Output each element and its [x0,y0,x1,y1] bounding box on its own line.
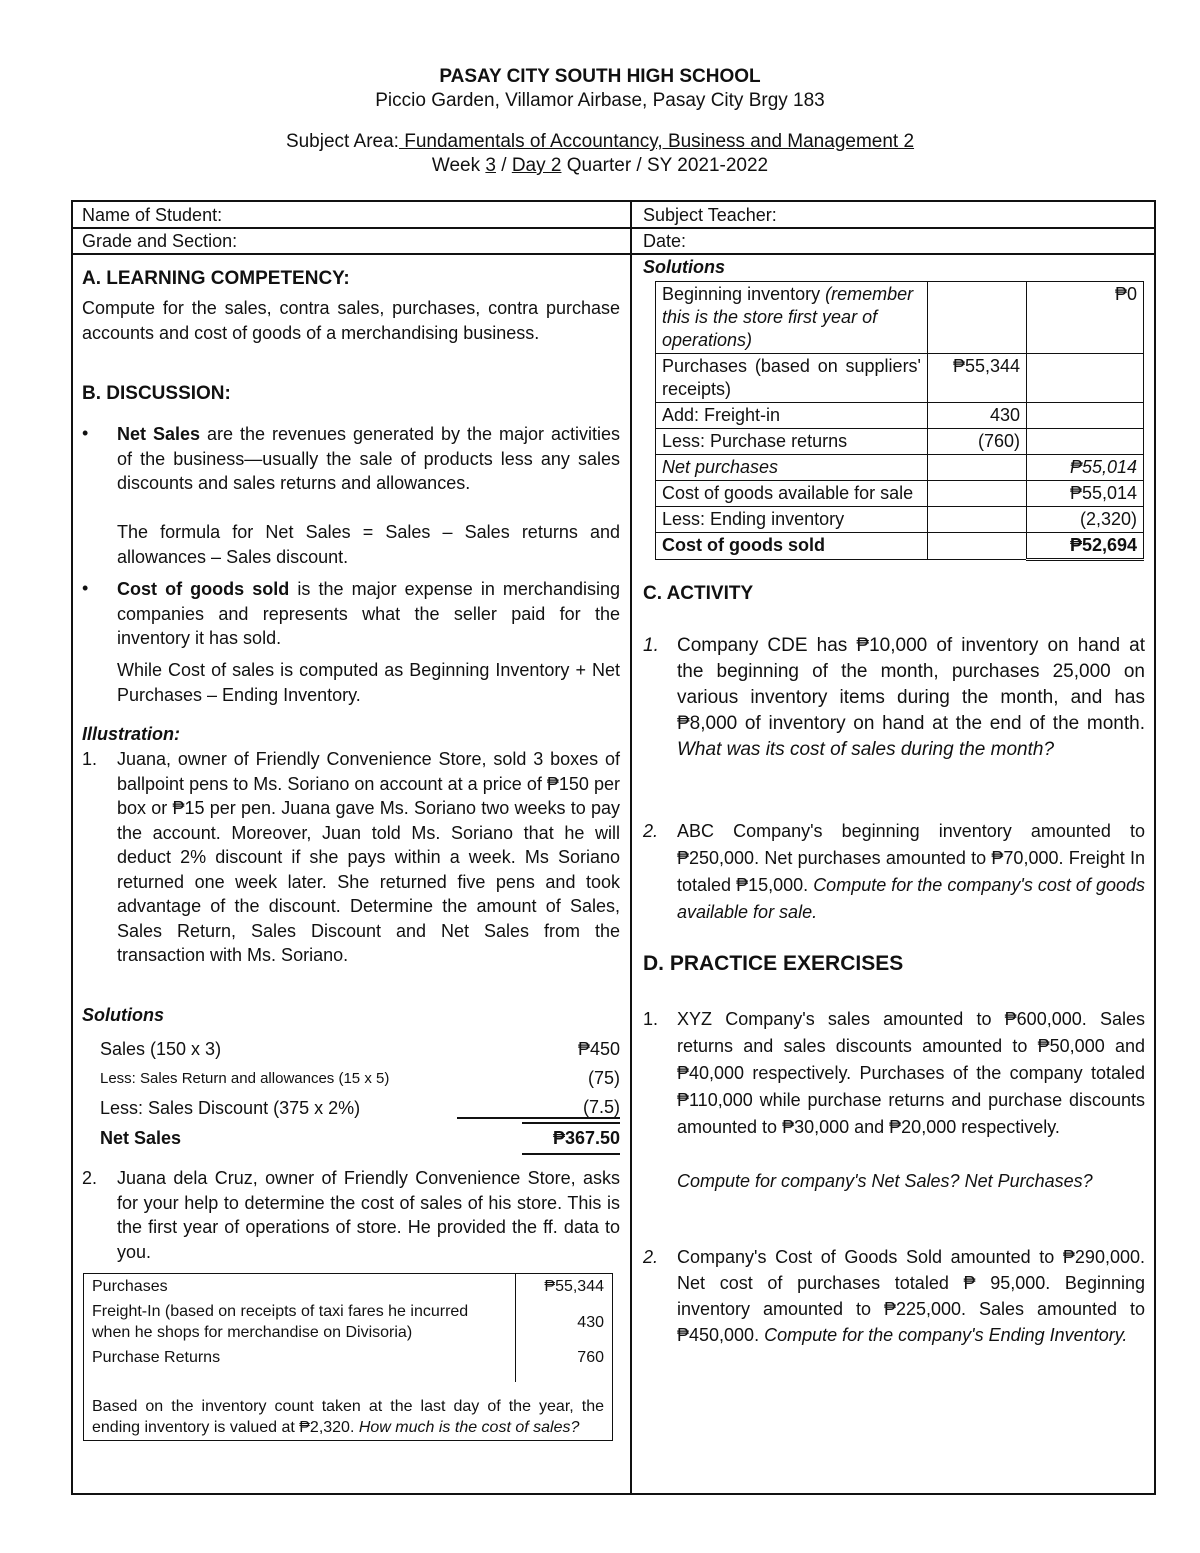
cogs-term: Cost of goods sold [117,579,290,599]
discussion-heading: B. DISCUSSION: [82,383,231,404]
subject-area [0,130,1200,153]
q1-body: Company CDE has ₱10,000 of inventory on hand at the beginning of the month, purchases 25,000 on various inventory items during the month, and has ₱8,000 of inventory on hand at the end of the month. [677,635,1145,734]
table-row [656,455,1144,481]
ending-inventory-value: (2,320) [1027,507,1144,533]
column-divider [630,200,632,1495]
q2-question: Compute for the company's cost of goods available for sale. [677,875,1145,922]
grade-section-field[interactable]: Grade and Section: [82,231,238,251]
practice-q2-body: Company's Cost of Goods Sold amounted to ₱290,000. Net cost of purchases totaled ₱ 95,000. Beginning inventory amounted to ₱225,000. Sales amounted to ₱450,000. [677,1247,1145,1345]
purchases-value: ₱55,344 [516,1274,613,1300]
table-row [100,1064,620,1093]
subject-prefix: Subject Area: [285,131,399,152]
activity-q2-number: 2. [643,821,659,841]
freight-in-label: Freight-In (based on receipts of taxi fares he incurred when he shops for merchandise on Divisoria) [92,1303,469,1341]
table-row [656,429,1144,455]
illustration-item2-number: 2. [82,1168,98,1188]
solutions-heading-left: Solutions [82,1005,164,1025]
practice-q1-question: Compute for company's Net Sales? Net Purchases? [677,1171,1093,1191]
available-for-sale-label: Cost of goods available for sale [656,481,928,507]
bullet-icon: • [82,423,89,443]
sales-discount-value: (7.5) [582,1097,620,1117]
subject-name: Fundamentals of Accountancy, Business and Management 2 [398,131,915,152]
table-row [656,354,1144,403]
week-line [0,154,1200,177]
teacher-field[interactable]: Subject Teacher: [643,205,777,225]
purchase-returns-value: 760 [516,1345,613,1382]
note-text: Based on the inventory count taken at the last day of the year, the ending inventory is valued at ₱2,320. [92,1398,604,1436]
school-name: PASAY CITY SOUTH HIGH SCHOOL [439,66,761,87]
row-mid-value [928,282,1027,354]
returns-row-label: Less: Purchase returns [656,429,928,455]
table-row [100,1035,620,1064]
student-name-field[interactable]: Name of Student: [82,205,223,225]
note-question: How much is the cost of sales? [358,1419,580,1436]
sales-discount-label: Less: Sales Discount (375 x 2%) [100,1097,361,1118]
sales-label: Sales (150 x 3) [100,1039,222,1059]
net-sales-label: Net Sales [100,1128,182,1148]
cogs-formula: While Cost of sales is computed as Beginning Inventory + Net Purchases – Ending Inventory. [117,660,620,705]
total-rule [457,1117,620,1119]
table-row [84,1345,613,1382]
solutions-heading-right: Solutions [643,257,725,277]
purchase-returns-label: Purchase Returns [92,1349,221,1366]
purchases-row-label: Purchases (based on suppliers' receipts) [656,354,928,403]
illustration-item1-text: Juana, owner of Friendly Convenience Store, sold 3 boxes of ballpoint pens to Ms. Soriano on account at a price of ₱150 per box or ₱15 per pen. Juana gave Ms. Soriano two weeks to pay the account. Moreover, Juan told Ms. Soriano that he will deduct 2% discount if she pays within a week. Ms Soriano returned one week later. She returned five pens and took advantage of the discount. Determine the amount of Sales, Sales Return, Sales Discount and Net Sales from the transaction with Ms. Soriano. [117,749,620,965]
practice-q2-number: 2. [643,1247,659,1267]
table-row [656,282,1144,354]
practice-q1-text: XYZ Company's sales amounted to ₱600,000. Sales returns and sales discounts amounted to ₱50,000 and ₱40,000 respectively. Purchases of the company totaled ₱110,000 while purchase returns and purchase discounts amounted to ₱30,000 and ₱20,000 respectively. [677,1009,1145,1137]
net-purchases-mid [928,455,1027,481]
competency-text: Compute for the sales, contra sales, purchases, contra purchase accounts and cost of goods of a merchandising business. [82,298,620,343]
school-address: Piccio Garden, Villamor Airbase, Pasay City Brgy 183 [375,90,825,111]
week-suffix: Quarter / SY 2021-2022 [561,155,769,176]
table-row [656,533,1144,560]
table-row [656,403,1144,429]
bullet-icon: • [82,578,89,598]
sales-return-value: (75) [587,1068,620,1088]
ending-inventory-label: Less: Ending inventory [656,507,928,533]
q2-body: ABC Company's beginning inventory amounted to ₱250,000. Net purchases amounted to ₱70,000. Freight In totaled ₱15,000. [677,821,1145,895]
activity-heading: C. ACTIVITY [643,583,754,604]
table-row [84,1274,613,1300]
practice-q2-question: Compute for the company's Ending Inventory. [764,1325,1128,1345]
table-row [84,1299,613,1345]
net-sales-term: Net Sales [117,424,201,444]
table-row [100,1123,620,1154]
practice-q2-text [677,1244,1145,1348]
date-field[interactable]: Date: [643,231,687,251]
purchases-row-mid: ₱55,344 [928,354,1027,403]
freight-row-label: Add: Freight-in [656,403,928,429]
returns-row-mid: (760) [928,429,1027,455]
sales-value: ₱450 [577,1039,620,1059]
illustration-item2-text: Juana dela Cruz, owner of Friendly Convenience Store, asks for your help to determine the cost of sales of his store. This is the first year of operations of store. He provided the ff. data to you. [117,1168,620,1262]
table-row [656,507,1144,533]
cogs-text: is the major expense in merchandising companies and represents what the seller paid for the inventory it has sold. [117,579,620,648]
freight-row-mid: 430 [928,403,1027,429]
cogs-total-value: ₱52,694 [1027,533,1144,560]
net-sales-text: are the revenues generated by the major activities of the business—usually the sale of products less any sales discounts and sales returns and allowances. [117,424,620,493]
net-purchases-value: ₱55,014 [1027,455,1144,481]
available-for-sale-value: ₱55,014 [1027,481,1144,507]
q1-question: What was its cost of sales during the month? [677,739,1055,760]
available-for-sale-mid [928,481,1027,507]
cogs-definition [117,577,620,651]
cogs-total-label: Cost of goods sold [656,533,928,560]
net-sales-table [100,1035,620,1155]
beginning-inventory-label [656,282,928,354]
activity-q2-text [677,818,1145,926]
illustration-item1-number: 1. [82,749,98,769]
ending-inventory-mid [928,507,1027,533]
net-sales-value: ₱367.50 [522,1123,620,1154]
activity-q1-number: 1. [643,635,659,656]
net-sales-definition [117,422,620,496]
activity-q1-text [677,633,1145,763]
practice-heading: D. PRACTICE EXERCISES [643,952,904,975]
juana-data-table [83,1273,613,1441]
row-label: Beginning inventory [662,284,826,304]
week-prefix: Week [431,155,486,176]
net-sales-formula: The formula for Net Sales = Sales – Sales returns and allowances – Sales discount. [117,522,620,567]
cogs-total-mid [928,533,1027,560]
table-row [84,1382,613,1441]
illustration-heading: Illustration: [82,724,180,744]
freight-in-value: 430 [516,1299,613,1345]
ending-inventory-note [84,1382,613,1441]
day-label: Day 2 [511,155,562,176]
week-sep: / [495,155,512,176]
competency-heading: A. LEARNING COMPETENCY: [82,268,350,289]
returns-row-value [1027,429,1144,455]
week-number: 3 [485,155,496,176]
sales-return-label: Less: Sales Return and allowances (15 x 5) [100,1070,390,1087]
beginning-inventory-value: ₱0 [1027,282,1144,354]
row-label-note: (remember this is the store first year of operations) [662,284,914,350]
cost-of-goods-sold-table [655,281,1144,561]
purchases-row-value [1027,354,1144,403]
table-row [656,481,1144,507]
practice-q1-number: 1. [643,1009,659,1029]
freight-row-value [1027,403,1144,429]
net-purchases-label: Net purchases [656,455,928,481]
purchases-label: Purchases [92,1278,168,1295]
